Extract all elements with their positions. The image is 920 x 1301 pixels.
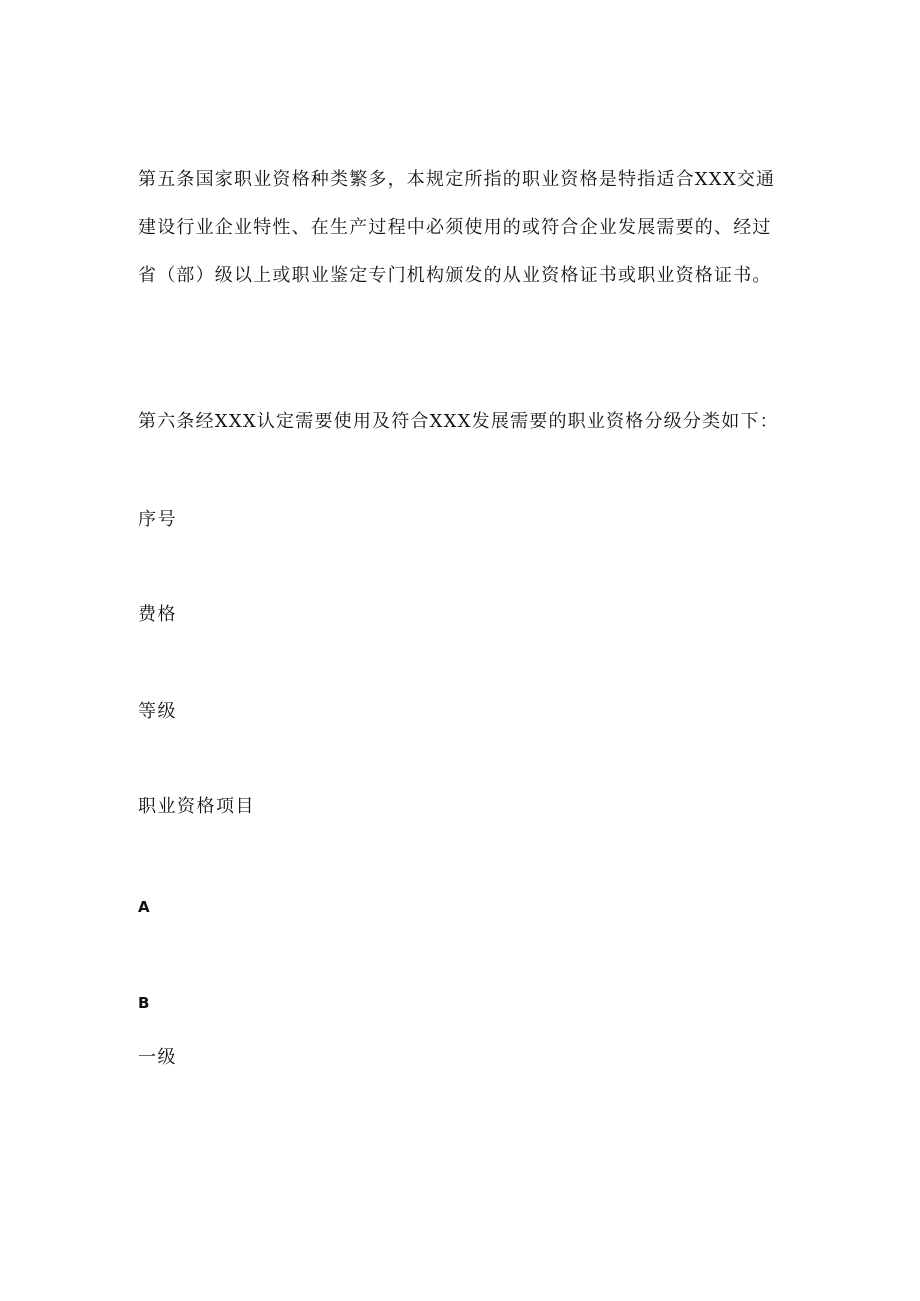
article-6-paragraph: 第六条经XXX认定需要使用及符合XXX发展需要的职业资格分级分类如下：	[138, 411, 779, 432]
table-label-fee: 费格	[138, 604, 177, 625]
level-one: 一级	[138, 1047, 177, 1068]
article-5-paragraph: 第五条国家职业资格种类繁多，本规定所指的职业资格是特指适合XXX交通建设行业企业特性、在生产过程中必须使用的或符合企业发展需要的、经过省（部）级以上或职业鉴定专门机构颁发的从业资格证书或职业资格证书。	[138, 169, 776, 286]
table-label-grade: 等级	[138, 701, 177, 722]
table-label-seq: 序号	[138, 509, 177, 530]
table-label-item: 职业资格项目	[138, 796, 255, 817]
category-b: B	[138, 994, 150, 1012]
category-a: A	[138, 898, 150, 916]
